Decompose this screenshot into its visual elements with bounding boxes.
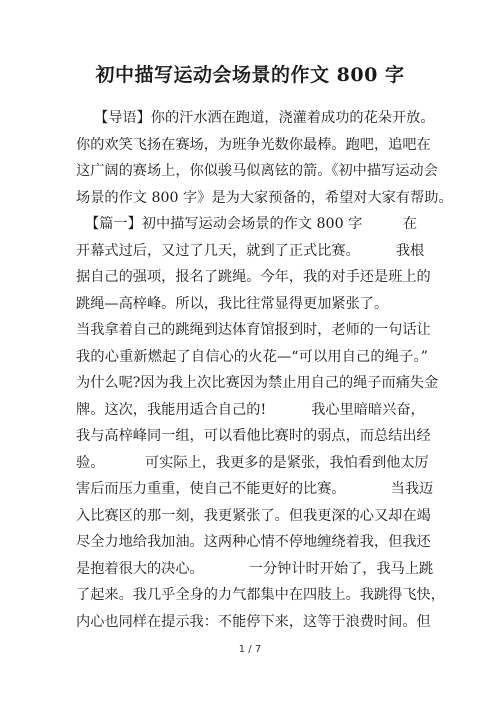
document-title: 初中描写运动会场景的作文 800 字 — [95, 64, 405, 86]
body-line: 开幕式过后，又过了几天，就到了正式比赛。 我根 — [76, 242, 425, 259]
body-line: 场景的作文 800 字》是为大家预备的，希望对大家有帮助。 — [76, 189, 453, 206]
page-number: 1 / 7 — [238, 644, 262, 655]
body-line: 为什么呢?因为我上次比赛因为禁止用自己的绳子而痛失金 — [76, 375, 439, 391]
body-line: 害后而压力重重，使自己不能更好的比赛。 当我迈 — [76, 481, 434, 497]
body-line: 【篇一】初中描写运动会场景的作文 800 字 在 — [76, 216, 418, 232]
body-line: 【导语】你的汗水洒在跑道，浇灌着成功的花朵开放。 — [76, 110, 435, 126]
body-line: 当我拿着自己的跳绳到达体育馆报到时，老师的一句话让 — [76, 322, 431, 338]
body-line: 尽全力地给我加油。这两种心情不停地缠绕着我，但我还 — [76, 534, 431, 550]
body-line: 牌。这次，我能用适合自己的! 我心里暗暗兴奋， — [76, 401, 425, 418]
body-line: 我与高梓峰同一组，可以看他比赛时的弱点，而总结出经 — [76, 428, 431, 444]
document-body — [76, 105, 453, 635]
body-line: 验。 可实际上，我更多的是紧张，我怕看到他太厉 — [76, 454, 429, 471]
body-line: 我的心重新燃起了自信心的火花—“可以用自己的绳子。” — [76, 348, 428, 365]
body-line: 你的欢笑飞扬在赛场，为班争光数你最棒。跑吧，追吧在 — [76, 136, 431, 153]
body-line: 内心也同样在提示我：不能停下来，这等于浪费时间。但 — [76, 613, 431, 630]
body-line: 这广阔的赛场上，你似骏马似离铉的箭。《初中描写运动会 — [76, 163, 438, 179]
body-line: 是抱着很大的决心。 一分钟计时开始了，我马上跳 — [76, 560, 434, 577]
body-line: 据自己的强项，报名了跳绳。今年，我的对手还是班上的 — [76, 269, 431, 285]
body-line: 跳绳—高梓峰。所以，我比往常显得更加紧张了。 — [76, 295, 389, 312]
body-line: 入比赛区的那一刻，我更紧张了。但我更深的心又却在竭 — [76, 507, 431, 524]
body-line: 了起来。我几乎全身的力气都集中在四肢上。我跳得飞快， — [76, 587, 445, 603]
